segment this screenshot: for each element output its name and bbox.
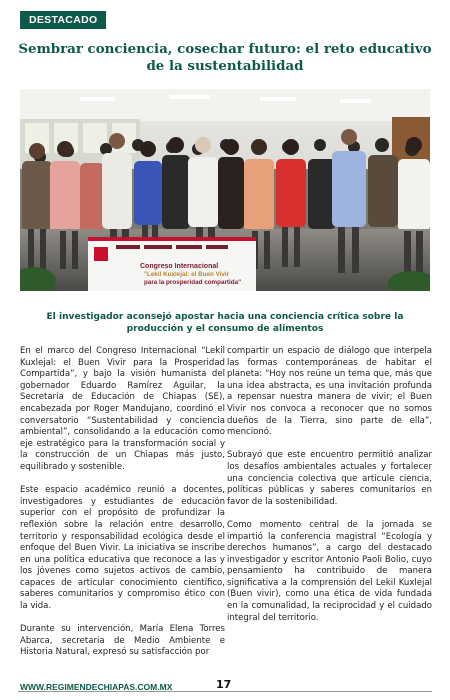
paragraph: Como momento central de la jornada se impartió la conferencia magistral “Ecología y derechos humanos”, a cargo del destacado investigador y escritor Antonio Paoli Bolio, cuyo pensamiento ha contribuido de manera significativa a la comprensión del Lekil Kuxlejal (Buen vivir), como una ética de vida fundada en la comunalidad, la reciprocidad y el cuidado integral del territorio. [227, 519, 432, 623]
section-tag: DESTACADO [20, 11, 106, 29]
article-column-right [227, 346, 432, 636]
page-number: 17 [216, 678, 232, 691]
banner-line-1: Congreso Internacional [140, 263, 219, 270]
article-headline: Sembrar conciencia, cosechar futuro: el reto educativo de la sustentabilidad [18, 41, 432, 74]
photo-caption: El investigador aconsejó apostar hacia una conciencia crítica sobre la producción y el consumo de alimentos [46, 312, 404, 334]
paragraph: compartir un espacio de diálogo que interpela las formas contemporáneas de habitar el planeta: “Hoy nos reúne un tema que, más que una idea abstracta, es una invitación profunda a repensar nuestra manera de vivir; el Buen Vivir nos convoca a reconocer que no somos dueños de la Tierra, sino parte de ella”, mencionó. [227, 346, 432, 438]
banner-line-3: para la prosperidad compartida" [144, 279, 242, 286]
paragraph: Durante su intervención, María Elena Torres Abarca, secretaria de Medio Ambiente e Historia Natural, expresó su satisfacción por [20, 624, 225, 658]
paragraph: Subrayó que este encuentro permitió analizar los desafíos ambientales actuales y fortalecer una conciencia colectiva que articule ciencia, políticas públicas y saberes comunitarios en favor de la sostenibilidad. [227, 450, 432, 507]
article-column-left [20, 346, 225, 671]
banner-line-2: "Lekil Kuxlejal: el Buen Vivir [144, 271, 230, 278]
paragraph: En el marco del Congreso Internacional “Lekil Kuxlejal: el Buen Vivir para la Prosperidad Compartida”, y bajo la visión humanista del gobernador Eduardo Ramírez Aguilar, la Secretaría de Educación de Chiapas (SE), encabezada por Roger Mandujano, coordinó el conversatorio “Sustentabilidad y conciencia ambiental”, consolidando a la educación como eje estratégico para la transformación social y la construcción de un Chiapas más justo, equilibrado y sostenible. [20, 346, 225, 472]
paragraph: Este espacio académico reunió a docentes, investigadores y estudiantes de educación superior con el propósito de profundizar la reflexión sobre la relación entre desarrollo, territorio y responsabilidad ecológica desde el enfoque del Buen Vivir. La iniciativa se inscribe en una política educativa que reconoce a las y los jóvenes como sujetos activos de cambio, capaces de articular conocimiento científico, saberes comunitarios y compromiso ético con la vida. [20, 485, 225, 612]
footer-website-link[interactable]: WWW.REGIMENDECHIAPAS.COM.MX [20, 682, 173, 692]
article-photo [20, 89, 430, 291]
